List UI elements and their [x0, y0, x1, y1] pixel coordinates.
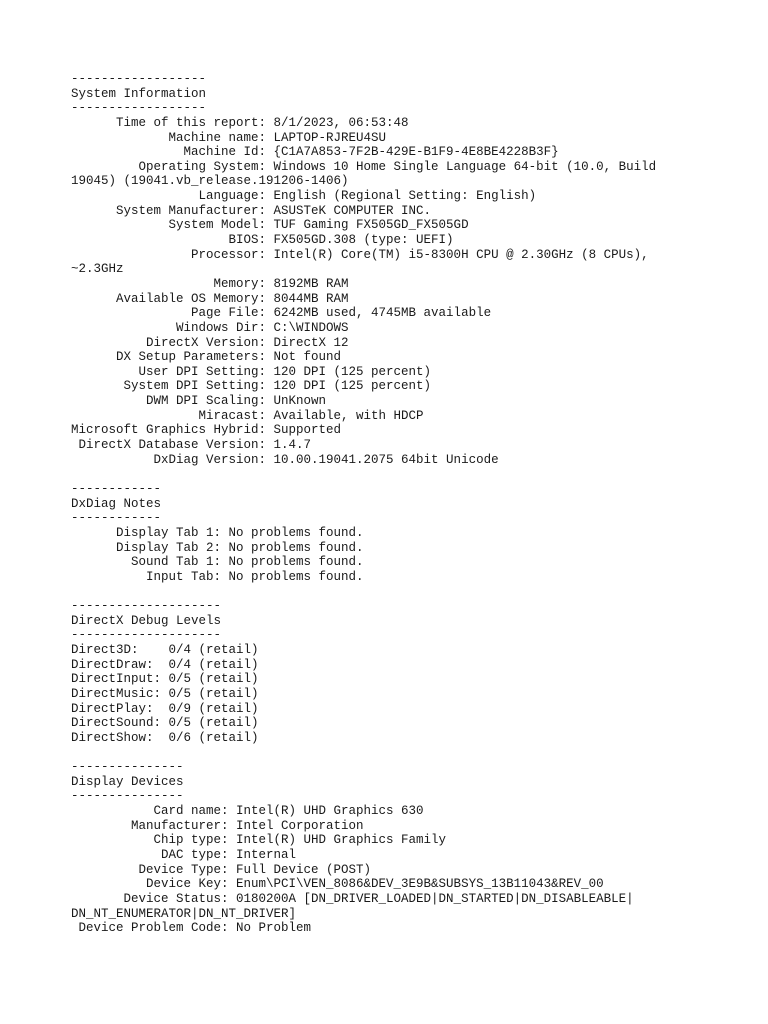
report-line: System Information — [71, 86, 207, 101]
report-line: Microsoft Graphics Hybrid: Supported — [71, 423, 342, 438]
report-line: Available OS Memory: 8044MB RAM — [71, 291, 349, 306]
report-line: Machine name: LAPTOP-RJREU4SU — [71, 130, 387, 145]
report-line: Manufacturer: Intel Corporation — [71, 818, 364, 833]
report-line: Windows Dir: C:\WINDOWS — [71, 320, 349, 335]
report-line: DirectX Debug Levels — [71, 613, 222, 628]
report-line: DN_NT_ENUMERATOR|DN_NT_DRIVER] — [71, 906, 297, 921]
report-line: ------------ — [71, 511, 162, 526]
report-line: Card name: Intel(R) UHD Graphics 630 — [71, 804, 424, 819]
report-line: Display Tab 2: No problems found. — [71, 540, 364, 555]
report-line: DirectMusic: 0/5 (retail) — [71, 686, 259, 701]
report-line: DirectDraw: 0/4 (retail) — [71, 657, 259, 672]
report-line: -------------------- — [71, 628, 222, 643]
dxdiag-report — [71, 72, 691, 936]
report-line: Language: English (Regional Setting: English) — [71, 189, 537, 204]
report-line: --------------- — [71, 760, 184, 775]
report-line: DirectSound: 0/5 (retail) — [71, 716, 259, 731]
report-line — [71, 584, 691, 599]
report-line: DirectShow: 0/6 (retail) — [71, 730, 259, 745]
report-line: 19045) (19041.vb_release.191206-1406) — [71, 174, 349, 189]
report-line: Display Devices — [71, 774, 184, 789]
report-line: ------------------ — [71, 72, 207, 86]
report-line: DirectPlay: 0/9 (retail) — [71, 701, 259, 716]
report-line: DxDiag Notes — [71, 496, 162, 511]
report-line: Device Key: Enum\PCI\VEN_8086&DEV_3E9B&SUBSYS_13B11043&REV_00 — [71, 877, 604, 892]
report-line: --------------- — [71, 789, 184, 804]
report-line: DirectInput: 0/5 (retail) — [71, 672, 259, 687]
report-line: Device Problem Code: No Problem — [71, 921, 312, 936]
report-line: System Manufacturer: ASUSTeK COMPUTER INC. — [71, 203, 432, 218]
report-line: User DPI Setting: 120 DPI (125 percent) — [71, 364, 432, 379]
report-line: Direct3D: 0/4 (retail) — [71, 642, 259, 657]
report-line: DxDiag Version: 10.00.19041.2075 64bit Unicode — [71, 452, 499, 467]
report-line: Input Tab: No problems found. — [71, 569, 364, 584]
report-line: Processor: Intel(R) Core(TM) i5-8300H CPU @ 2.30GHz (8 CPUs), — [71, 247, 649, 262]
report-line: Memory: 8192MB RAM — [71, 276, 349, 291]
report-line: Machine Id: {C1A7A853-7F2B-429E-B1F9-4E8BE4228B3F} — [71, 145, 559, 160]
report-line: Miracast: Available, with HDCP — [71, 408, 424, 423]
report-line: DX Setup Parameters: Not found — [71, 350, 342, 365]
report-line: DWM DPI Scaling: UnKnown — [71, 394, 327, 409]
report-line: Device Status: 0180200A [DN_DRIVER_LOADED|DN_STARTED|DN_DISABLEABLE| — [71, 891, 634, 906]
report-line — [71, 745, 691, 760]
report-line: Sound Tab 1: No problems found. — [71, 555, 364, 570]
report-line: Page File: 6242MB used, 4745MB available — [71, 306, 492, 321]
report-line — [71, 467, 691, 482]
report-line: ~2.3GHz — [71, 262, 124, 277]
report-line: DAC type: Internal — [71, 847, 297, 862]
report-line: -------------------- — [71, 599, 222, 614]
report-line: System Model: TUF Gaming FX505GD_FX505GD — [71, 218, 469, 233]
report-line: ------------ — [71, 481, 162, 496]
report-line: Device Type: Full Device (POST) — [71, 862, 372, 877]
report-line: DirectX Database Version: 1.4.7 — [71, 438, 312, 453]
report-line: Chip type: Intel(R) UHD Graphics Family — [71, 833, 447, 848]
report-line: Display Tab 1: No problems found. — [71, 525, 364, 540]
report-line: DirectX Version: DirectX 12 — [71, 335, 349, 350]
report-line: ------------------ — [71, 101, 207, 116]
report-line: Operating System: Windows 10 Home Single Language 64-bit (10.0, Build — [71, 159, 657, 174]
report-line: System DPI Setting: 120 DPI (125 percent) — [71, 379, 432, 394]
report-line: Time of this report: 8/1/2023, 06:53:48 — [71, 115, 409, 130]
report-line: BIOS: FX505GD.308 (type: UEFI) — [71, 233, 454, 248]
